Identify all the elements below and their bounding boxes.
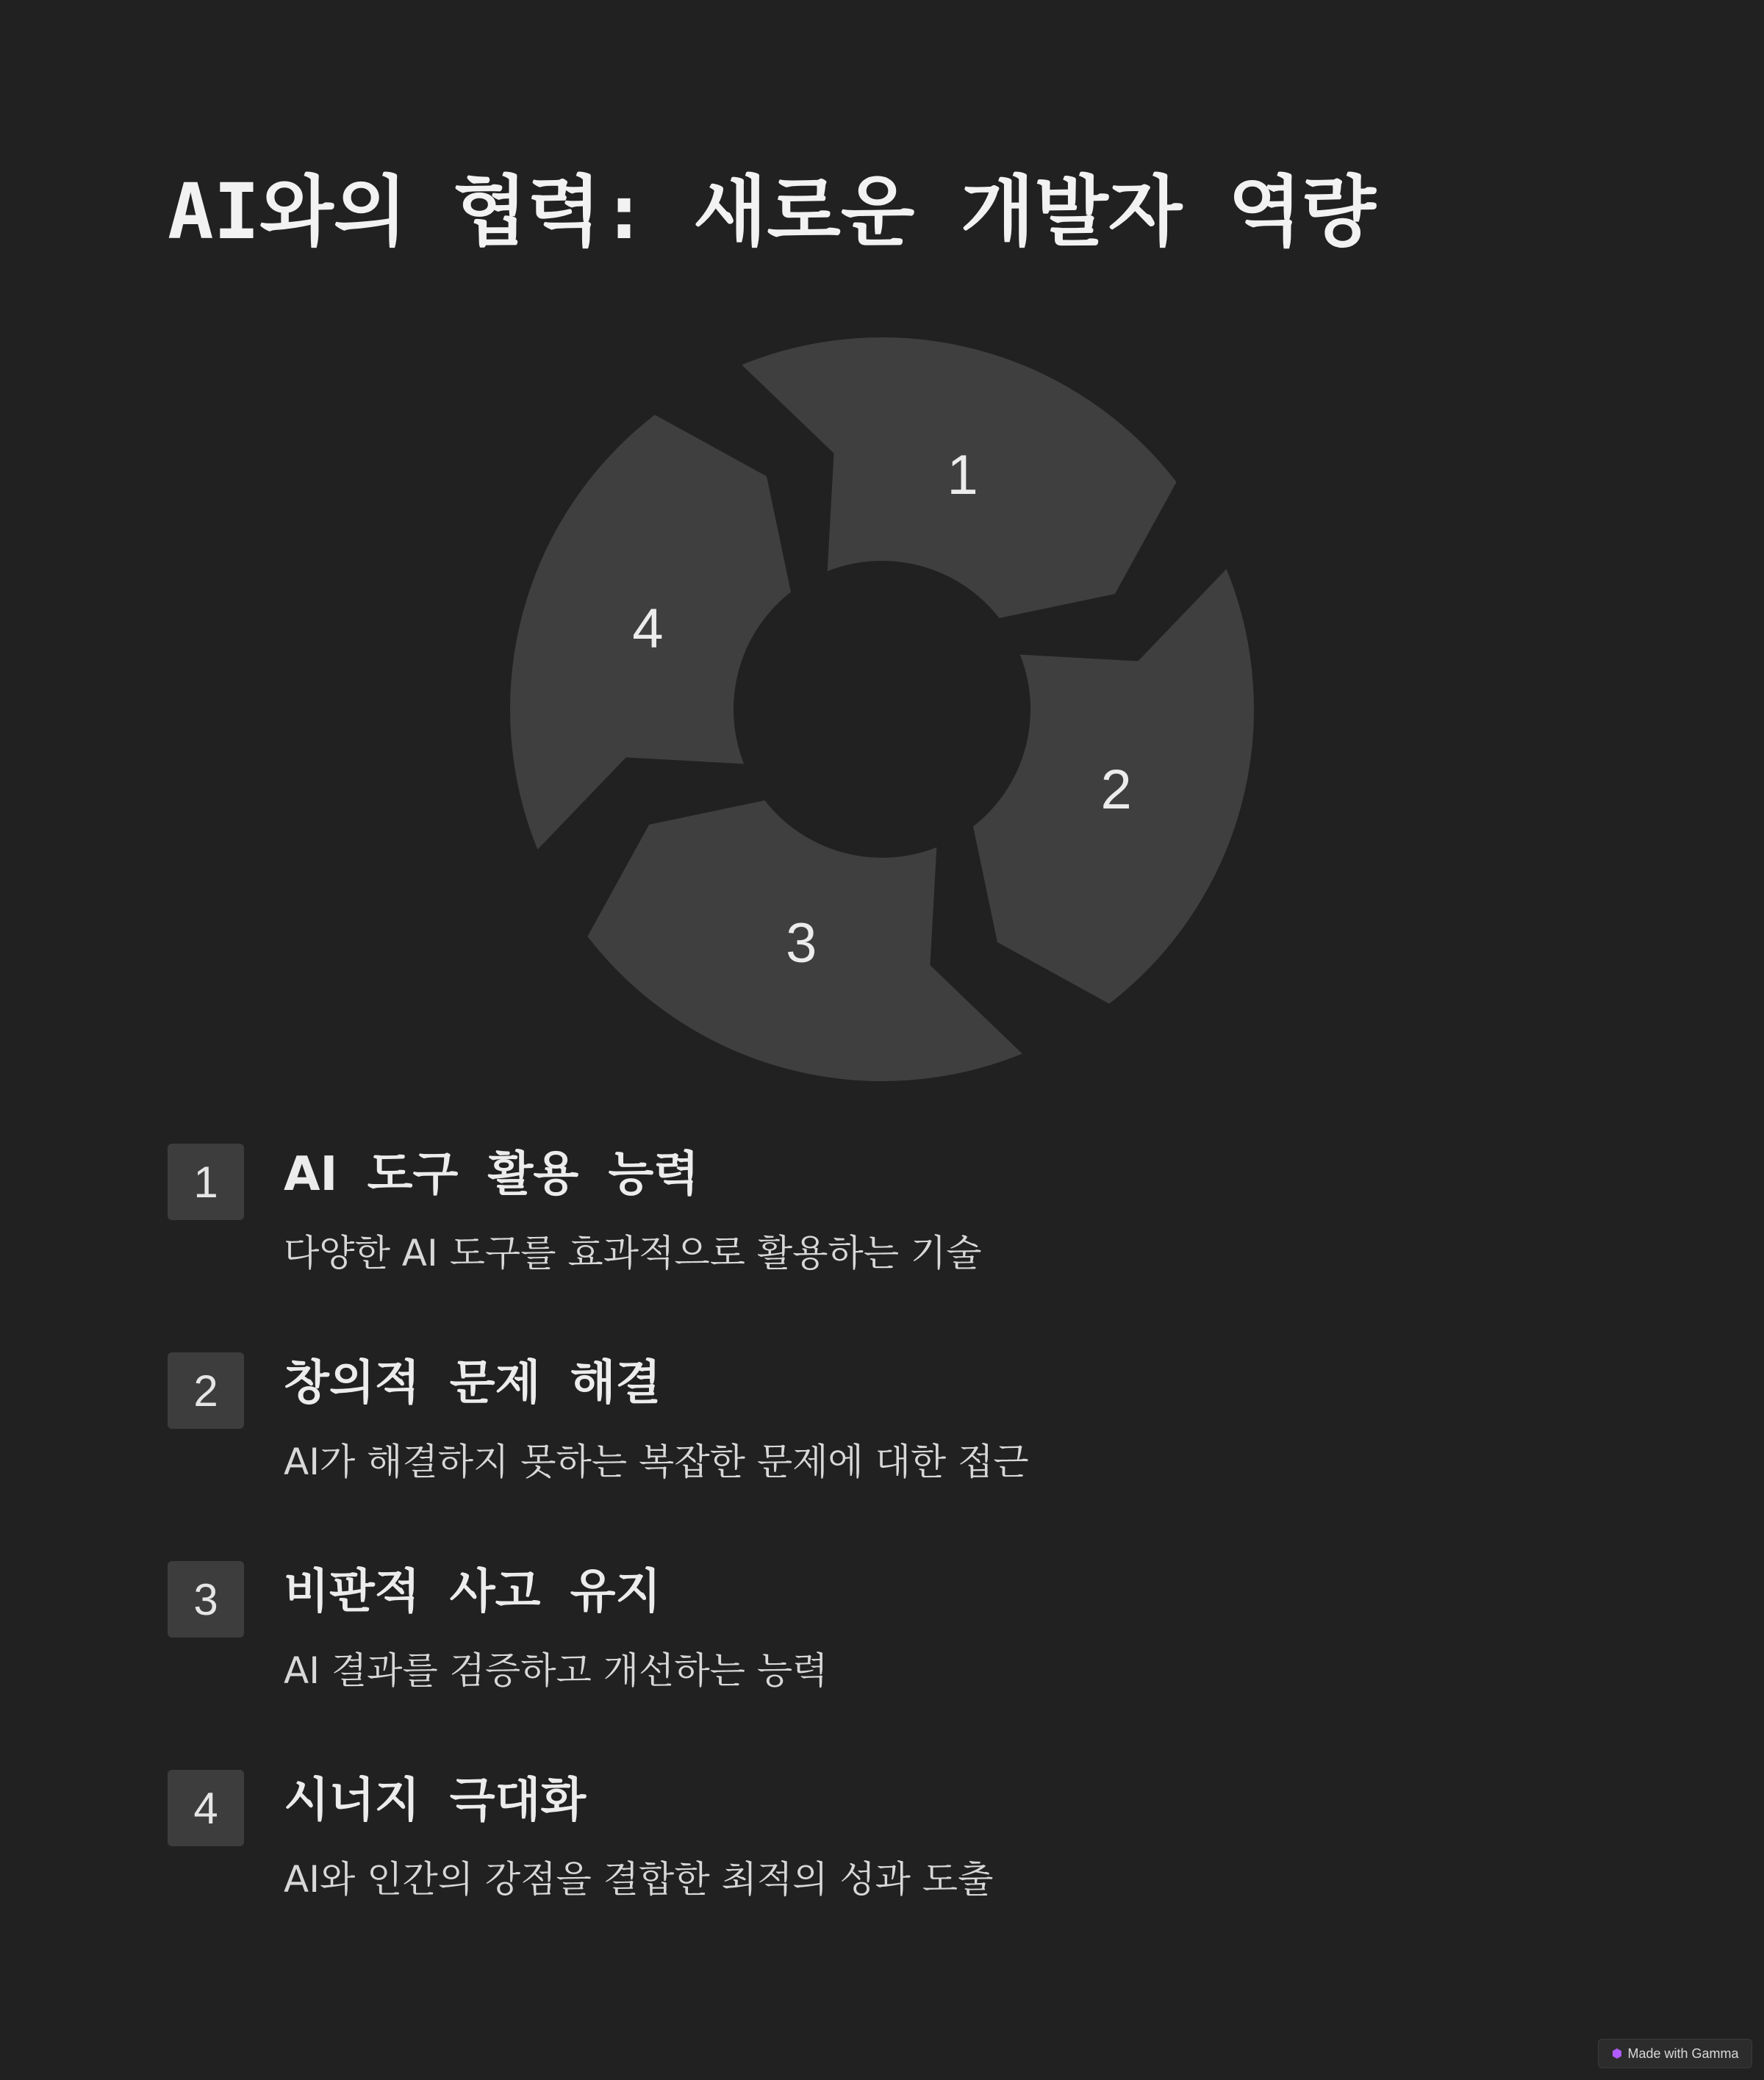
cycle-segment-2-label: 2 [1100,759,1132,822]
cycle-segment-4-label: 4 [632,597,664,660]
item-description: AI와 인간의 강점을 결합한 최적의 성과 도출 [284,1858,994,1901]
gamma-logo-icon [1611,2048,1623,2059]
item-description: AI 결과를 검증하고 개선하는 능력 [284,1649,828,1692]
made-with-gamma-label: Made with Gamma [1627,2045,1739,2061]
item-title: 시너지 극대화 [284,1774,587,1828]
step-number-badge: 2 [168,1352,244,1429]
cycle-segments [509,336,1255,1083]
step-number-badge: 3 [168,1561,244,1638]
list-item [168,1561,1601,1770]
step-number-badge: 1 [168,1144,244,1220]
made-with-gamma-badge[interactable] [1598,2039,1752,2068]
list-item [168,1352,1601,1561]
item-description: AI가 해결하지 못하는 복잡한 문제에 대한 접근 [284,1441,1029,1483]
competency-list [168,1144,1601,1979]
cycle-segment-3-label: 3 [786,912,817,975]
list-item [168,1144,1601,1352]
item-description: 다양한 AI 도구를 효과적으로 활용하는 기술 [284,1232,982,1274]
step-number-badge: 4 [168,1770,244,1846]
cycle-segment-1-label: 1 [947,443,978,506]
page-title: AI와의 협력: 새로운 개발자 역량 [168,167,1376,257]
item-title: AI 도구 활용 능력 [284,1147,700,1202]
item-title: 비판적 사고 유지 [284,1565,662,1619]
list-item [168,1770,1601,1979]
item-title: 창의적 문제 해결 [284,1356,662,1410]
